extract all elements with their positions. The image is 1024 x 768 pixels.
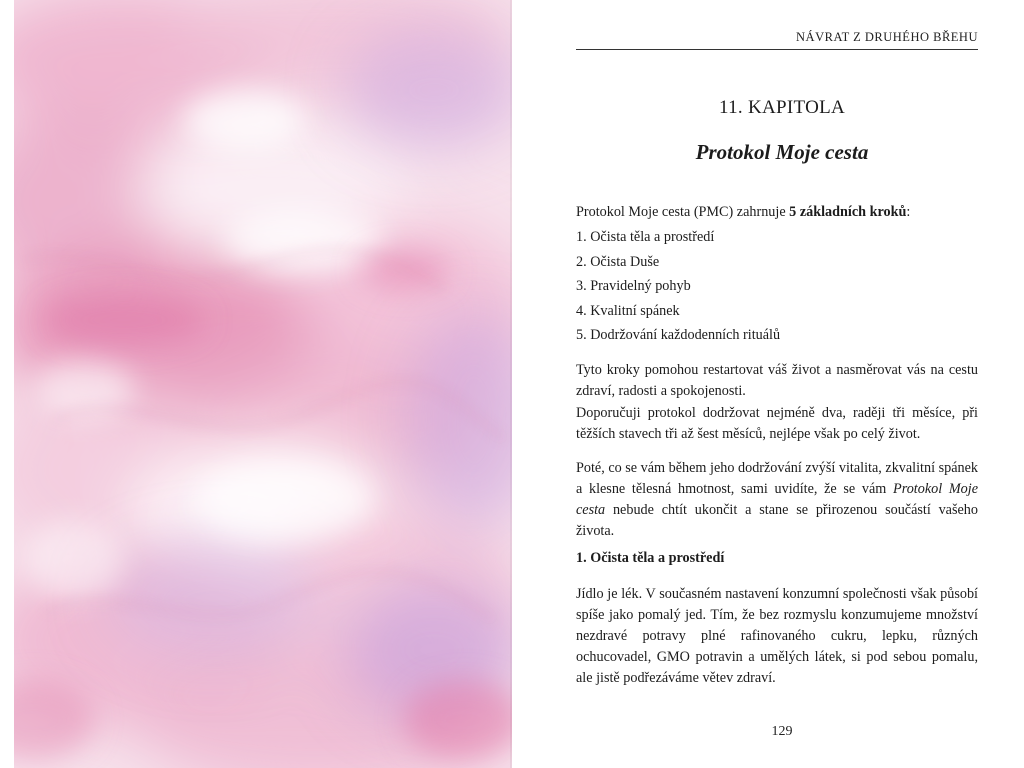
intro-text-after: : — [906, 204, 911, 220]
intro-paragraph — [576, 202, 978, 223]
list-item: 2. Očista Duše — [576, 253, 660, 270]
right-page — [512, 0, 1024, 768]
chapter-title: Protokol Moje cesta — [695, 140, 869, 164]
paragraph-1: Tyto kroky pomohou restartovat váš život a nasměrovat vás na cestu zdraví, radosti a spokojenosti. — [576, 362, 978, 399]
chapter-number: 11. KAPITOLA — [718, 97, 846, 118]
paragraph-3-text-after: nebude chtít ukončit a stane se přirozenou součástí vašeho života. — [576, 502, 978, 539]
page-number: 129 — [771, 724, 793, 739]
paragraph-3-text-before: Poté, co se vám během jeho dodržování zvýší vitalita, zkvalitní spánek a klesne tělesná hmotnost, sami uvidíte, že se vám — [576, 460, 978, 497]
steps-list — [576, 227, 978, 350]
watercolor-art — [14, 0, 512, 768]
header-rule — [576, 49, 978, 50]
paragraph-2: Doporučuji protokol dodržovat nejméně dva, raději tři měsíce, při těžších stavech tři až šest měsíců, nejlépe však po celý život. — [576, 405, 978, 442]
paragraph-3 — [576, 458, 978, 542]
list-item: 1. Očista těla a prostředí — [576, 229, 715, 245]
running-header: NÁVRAT Z DRUHÉHO BŘEHU — [796, 30, 978, 44]
paragraph-3-italic: Protokol Moje cesta — [576, 481, 978, 518]
section-heading: 1. Očista těla a prostředí — [576, 550, 725, 566]
list-item: 5. Dodržování každodenních rituálů — [576, 327, 781, 343]
intro-bold: 5 základních kroků — [789, 204, 907, 220]
intro-text-before: Protokol Moje cesta (PMC) zahrnuje — [576, 204, 790, 220]
watercolor-illustration — [14, 0, 512, 768]
list-item: 4. Kvalitní spánek — [576, 302, 680, 319]
list-item: 3. Pravidelný pohyb — [576, 278, 691, 294]
paragraph-4: Jídlo je lék. V současném nastavení konzumní společnosti však působí spíše jako pomalý jed. Tím, že bez rozmyslu konzumujeme množství nezdravé potravy plné rafinovaného cukru, lepku, různých ochucovadel, GMO potravin a umělých látek, si pod sebou pomalu, ale jistě podřezáváme větev zdraví. — [576, 586, 978, 686]
